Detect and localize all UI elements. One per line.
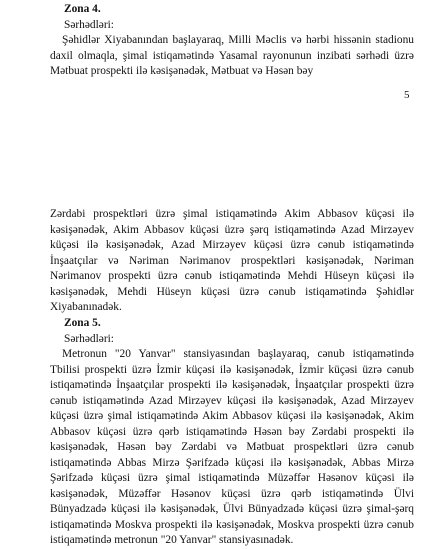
zone4-subheading: Sərhədləri:	[64, 18, 114, 31]
page-number: 5	[404, 89, 410, 101]
zone4-heading: Zona 4.	[64, 3, 101, 15]
zone4-paragraph: Şəhidlər Xiyabanından başlayaraq, Milli Məclis və hərbi hissənin stadionu daxil olmaqla, şimal istiqamətində Yasamal rayonunun inzibati sərhədi üzrə Mətbuat prospekti ilə kəsişənədək, Mətbuat və Həsən bəy	[50, 34, 414, 77]
continuation-paragraph: Zərdabi prospektləri üzrə şimal istiqamətində Akim Abbasov küçəsi ilə kəsişənədək, Akim Abbasov küçəsi üzrə şərq istiqamətində Azad Mirzəyev küçəsi ilə kəsişənədək, Azad Mirzəyev küçəsi üzrə cənub istiqamətində İnşaatçılar və Nəriman Nərimanov prospektləri kəsişənədək, Nəriman Nərimanov prospekti üzrə cənub istiqamətində Mehdi Hüseyn küçəsi ilə kəsişənədək, Mehdi Hüseyn küçəsi üzrə cənub istiqamətində Şəhidlər Xiyabanınadək.	[50, 208, 414, 313]
continuation-section	[50, 207, 414, 316]
zone5-section	[50, 316, 414, 549]
zone5-paragraph: Metronun "20 Yanvar" stansiyasından başlayaraq, cənub istiqamətində Tbilisi prospekti üzrə İzmir küçəsi ilə kəsişənədək, İzmir küçəsi üzrə cənub istiqamətində İnşaatçılar prospekti ilə kəsişənədək, İnşaatçılar prospekti üzrə cənub istiqamətində Azad Mirzəyev küçəsi ilə kəsişənədək, Azad Mirzəyev küçəsi üzrə şimal istiqamətində Akim Abbasov küçəsi ilə kəsişənədək, Akim Abbasov küçəsi üzrə qərb istiqamətində Həsən bəy Zərdabi prospekti ilə kəsişənədək, Həsən bəy Zərdabi və Mətbuat prospektləri üzrə cənub istiqamətində Abbas Mirzə Şərifzadə küçəsi ilə kəsişənədək, Abbas Mirzə Şərifzadə küçəsi üzrə şimal istiqamətində Müzəffər Həsənov küçəsi ilə kəsişənədək, Müzəffər Həsənov küçəsi üzrə qərb istiqamətində Ülvi Bünyadzadə küçəsi ilə kəsişənədək, Ülvi Bünyadzadə küçəsi üzrə şimal-şərq istiqamətində Moskva prospekti ilə kəsişənədək, Moskva prospekti üzrə cənub istiqamətində metronun "20 Yanvar" stansiyasınadək.	[50, 348, 414, 546]
zone5-heading: Zona 5.	[64, 317, 101, 329]
zone5-subheading: Sərhədləri:	[64, 332, 114, 345]
zone4-section	[50, 2, 414, 80]
